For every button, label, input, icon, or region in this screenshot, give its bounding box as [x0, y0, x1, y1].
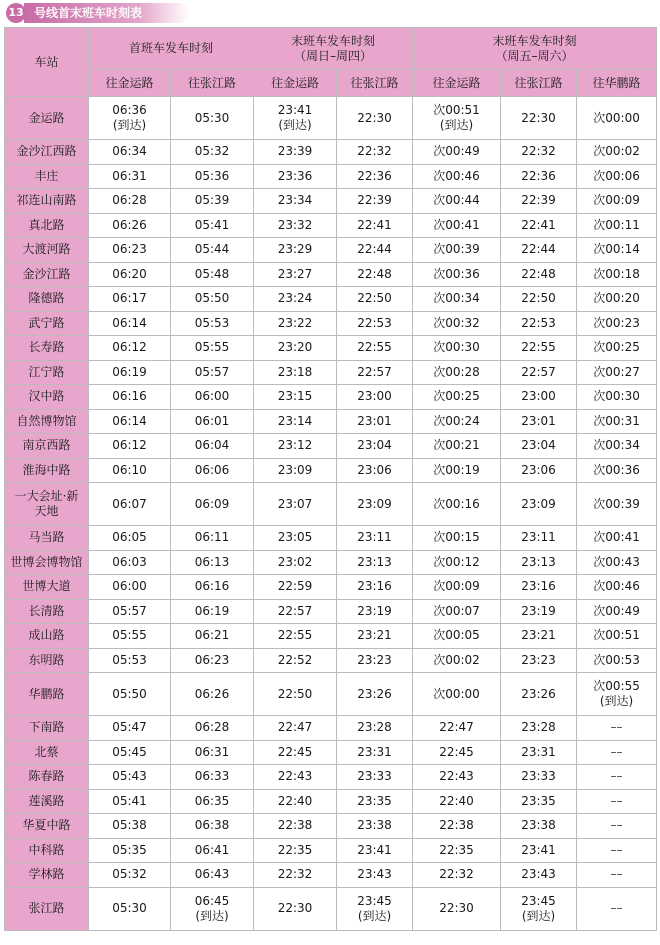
last-weekend-to-jinyun: 次00:51 (到达) — [413, 97, 501, 140]
last-weekend-to-huapeng: 次00:31 — [577, 409, 657, 434]
last-weekend-to-zhangjiang: 23:00 — [501, 385, 577, 410]
last-weekend-to-huapeng: 次00:11 — [577, 213, 657, 238]
last-weekday-to-jinyun: 23:29 — [254, 238, 337, 263]
first-to-zhangjiang: 06:23 — [171, 648, 254, 673]
last-weekend-to-zhangjiang: 23:19 — [501, 599, 577, 624]
last-weekend-to-huapeng: –– — [577, 814, 657, 839]
first-to-jinyun: 06:23 — [89, 238, 171, 263]
station-name: 张江路 — [5, 887, 89, 930]
last-weekend-to-zhangjiang: 23:31 — [501, 740, 577, 765]
last-weekday-to-zhangjiang: 23:38 — [337, 814, 413, 839]
last-weekday-to-zhangjiang: 23:26 — [337, 673, 413, 716]
last-weekend-to-huapeng: 次00:36 — [577, 458, 657, 483]
last-weekday-to-jinyun: 22:35 — [254, 838, 337, 863]
last-weekend-to-huapeng: 次00:41 — [577, 526, 657, 551]
first-to-jinyun: 06:34 — [89, 140, 171, 165]
last-weekday-to-zhangjiang: 23:43 — [337, 863, 413, 888]
last-weekend-to-zhangjiang: 23:45 (到达) — [501, 887, 577, 930]
last-weekday-to-jinyun: 23:14 — [254, 409, 337, 434]
first-to-zhangjiang: 06:33 — [171, 765, 254, 790]
last-weekday-to-jinyun: 22:50 — [254, 673, 337, 716]
last-weekend-to-jinyun: 22:32 — [413, 863, 501, 888]
station-name: 汉中路 — [5, 385, 89, 410]
last-weekend-to-zhangjiang: 22:44 — [501, 238, 577, 263]
first-to-jinyun: 05:50 — [89, 673, 171, 716]
station-name: 华夏中路 — [5, 814, 89, 839]
last-weekday-to-zhangjiang: 22:55 — [337, 336, 413, 361]
table-row — [5, 526, 657, 551]
last-weekend-to-huapeng: 次00:18 — [577, 262, 657, 287]
first-to-jinyun: 06:07 — [89, 483, 171, 526]
first-to-zhangjiang: 06:04 — [171, 434, 254, 459]
first-to-jinyun: 06:12 — [89, 336, 171, 361]
first-to-jinyun: 06:03 — [89, 550, 171, 575]
last-weekday-to-zhangjiang: 22:50 — [337, 287, 413, 312]
timetable — [4, 27, 657, 931]
last-weekday-to-jinyun: 23:39 — [254, 140, 337, 165]
last-weekend-to-huapeng: 次00:06 — [577, 164, 657, 189]
last-weekend-to-jinyun: 次00:46 — [413, 164, 501, 189]
last-weekend-to-zhangjiang: 23:28 — [501, 716, 577, 741]
last-weekday-to-jinyun: 23:36 — [254, 164, 337, 189]
last-weekend-to-zhangjiang: 23:21 — [501, 624, 577, 649]
station-name: 世博会博物馆 — [5, 550, 89, 575]
timetable-title: 号线首末班车时刻表 — [24, 3, 189, 23]
last-weekend-to-jinyun: 次00:07 — [413, 599, 501, 624]
last-weekday-to-jinyun: 23:02 — [254, 550, 337, 575]
last-weekend-to-jinyun: 次00:39 — [413, 238, 501, 263]
last-weekday-to-jinyun: 22:47 — [254, 716, 337, 741]
table-row — [5, 814, 657, 839]
station-name: 淮海中路 — [5, 458, 89, 483]
table-row — [5, 550, 657, 575]
last-weekend-to-huapeng: 次00:34 — [577, 434, 657, 459]
last-weekday-to-jinyun: 23:07 — [254, 483, 337, 526]
station-name: 世博大道 — [5, 575, 89, 600]
last-weekday-to-zhangjiang: 23:31 — [337, 740, 413, 765]
last-weekday-to-zhangjiang: 22:41 — [337, 213, 413, 238]
first-to-zhangjiang: 06:41 — [171, 838, 254, 863]
header-dir-zhangjiang: 往张江路 — [501, 70, 577, 97]
last-weekend-to-jinyun: 22:30 — [413, 887, 501, 930]
first-to-zhangjiang: 06:16 — [171, 575, 254, 600]
last-weekend-to-jinyun: 22:35 — [413, 838, 501, 863]
last-weekend-to-huapeng: 次00:53 — [577, 648, 657, 673]
last-weekday-to-jinyun: 22:38 — [254, 814, 337, 839]
first-to-zhangjiang: 06:19 — [171, 599, 254, 624]
last-weekday-to-zhangjiang: 22:36 — [337, 164, 413, 189]
last-weekday-to-zhangjiang: 22:48 — [337, 262, 413, 287]
last-weekday-to-zhangjiang: 23:00 — [337, 385, 413, 410]
first-to-jinyun: 06:19 — [89, 360, 171, 385]
first-to-zhangjiang: 05:32 — [171, 140, 254, 165]
last-weekend-to-zhangjiang: 23:33 — [501, 765, 577, 790]
first-to-jinyun: 06:31 — [89, 164, 171, 189]
station-name: 丰庄 — [5, 164, 89, 189]
station-name: 金沙江西路 — [5, 140, 89, 165]
last-weekend-to-zhangjiang: 22:36 — [501, 164, 577, 189]
table-row — [5, 409, 657, 434]
header-dir-jinyun: 往金运路 — [89, 70, 171, 97]
last-weekend-to-jinyun: 次00:32 — [413, 311, 501, 336]
table-row — [5, 287, 657, 312]
last-weekday-to-jinyun: 23:15 — [254, 385, 337, 410]
last-weekday-to-jinyun: 22:55 — [254, 624, 337, 649]
last-weekend-to-jinyun: 次00:34 — [413, 287, 501, 312]
last-weekend-to-zhangjiang: 23:06 — [501, 458, 577, 483]
first-to-zhangjiang: 06:01 — [171, 409, 254, 434]
first-to-zhangjiang: 05:44 — [171, 238, 254, 263]
header-first-train: 首班车发车时刻 — [89, 28, 254, 70]
last-weekday-to-jinyun: 23:22 — [254, 311, 337, 336]
header-dir-zhangjiang: 往张江路 — [171, 70, 254, 97]
table-row — [5, 311, 657, 336]
last-weekday-to-zhangjiang: 23:28 — [337, 716, 413, 741]
first-to-jinyun: 05:45 — [89, 740, 171, 765]
last-weekend-to-jinyun: 次00:36 — [413, 262, 501, 287]
last-weekend-to-zhangjiang: 22:30 — [501, 97, 577, 140]
last-weekend-to-huapeng: 次00:27 — [577, 360, 657, 385]
last-weekend-to-jinyun: 次00:21 — [413, 434, 501, 459]
header-dir-huapeng: 往华鹏路 — [577, 70, 657, 97]
last-weekend-to-jinyun: 22:45 — [413, 740, 501, 765]
last-weekend-to-huapeng: 次00:23 — [577, 311, 657, 336]
last-weekend-to-jinyun: 次00:15 — [413, 526, 501, 551]
last-weekend-to-jinyun: 次00:28 — [413, 360, 501, 385]
last-weekday-to-jinyun: 22:30 — [254, 887, 337, 930]
last-weekend-to-zhangjiang: 23:04 — [501, 434, 577, 459]
last-weekday-to-jinyun: 22:43 — [254, 765, 337, 790]
first-to-zhangjiang: 06:38 — [171, 814, 254, 839]
last-weekday-to-jinyun: 23:09 — [254, 458, 337, 483]
last-weekend-to-jinyun: 22:43 — [413, 765, 501, 790]
last-weekend-to-zhangjiang: 22:50 — [501, 287, 577, 312]
last-weekend-to-jinyun: 次00:41 — [413, 213, 501, 238]
last-weekday-to-jinyun: 22:45 — [254, 740, 337, 765]
line-number-badge: 13 — [6, 3, 26, 23]
station-name: 自然博物馆 — [5, 409, 89, 434]
last-weekend-to-zhangjiang: 23:35 — [501, 789, 577, 814]
station-name: 祁连山南路 — [5, 189, 89, 214]
first-to-jinyun: 05:30 — [89, 887, 171, 930]
last-weekend-to-huapeng: 次00:25 — [577, 336, 657, 361]
last-weekend-to-zhangjiang: 22:41 — [501, 213, 577, 238]
last-weekend-to-jinyun: 次00:02 — [413, 648, 501, 673]
header-last-train-fri-sat: 末班车发车时刻 （周五–周六） — [413, 28, 657, 70]
last-weekend-to-jinyun: 22:47 — [413, 716, 501, 741]
last-weekday-to-zhangjiang: 23:01 — [337, 409, 413, 434]
table-row — [5, 434, 657, 459]
timetable-body — [5, 97, 657, 931]
station-name: 真北路 — [5, 213, 89, 238]
last-weekday-to-zhangjiang: 22:57 — [337, 360, 413, 385]
last-weekend-to-zhangjiang: 22:57 — [501, 360, 577, 385]
last-weekday-to-jinyun: 22:40 — [254, 789, 337, 814]
last-weekend-to-jinyun: 次00:09 — [413, 575, 501, 600]
last-weekend-to-zhangjiang: 23:26 — [501, 673, 577, 716]
header-dir-zhangjiang: 往张江路 — [337, 70, 413, 97]
last-weekend-to-huapeng: 次00:55 (到达) — [577, 673, 657, 716]
table-row — [5, 789, 657, 814]
last-weekend-to-jinyun: 次00:05 — [413, 624, 501, 649]
last-weekday-to-jinyun: 22:59 — [254, 575, 337, 600]
table-row — [5, 740, 657, 765]
table-row — [5, 213, 657, 238]
last-weekend-to-huapeng: 次00:20 — [577, 287, 657, 312]
first-to-jinyun: 05:43 — [89, 765, 171, 790]
table-row — [5, 648, 657, 673]
first-to-jinyun: 06:05 — [89, 526, 171, 551]
last-weekday-to-zhangjiang: 23:33 — [337, 765, 413, 790]
table-row — [5, 765, 657, 790]
last-weekend-to-huapeng: 次00:51 — [577, 624, 657, 649]
first-to-zhangjiang: 05:57 — [171, 360, 254, 385]
table-row — [5, 458, 657, 483]
last-weekday-to-zhangjiang: 23:11 — [337, 526, 413, 551]
first-to-jinyun: 06:26 — [89, 213, 171, 238]
last-weekend-to-huapeng: 次00:30 — [577, 385, 657, 410]
last-weekday-to-jinyun: 22:32 — [254, 863, 337, 888]
first-to-zhangjiang: 06:06 — [171, 458, 254, 483]
last-weekend-to-zhangjiang: 23:01 — [501, 409, 577, 434]
station-name: 东明路 — [5, 648, 89, 673]
table-row — [5, 838, 657, 863]
table-row — [5, 624, 657, 649]
station-name: 北蔡 — [5, 740, 89, 765]
last-weekday-to-zhangjiang: 23:09 — [337, 483, 413, 526]
last-weekend-to-huapeng: –– — [577, 765, 657, 790]
last-weekday-to-zhangjiang: 23:19 — [337, 599, 413, 624]
last-weekday-to-zhangjiang: 23:21 — [337, 624, 413, 649]
last-weekend-to-zhangjiang: 23:23 — [501, 648, 577, 673]
last-weekend-to-huapeng: 次00:09 — [577, 189, 657, 214]
first-to-zhangjiang: 05:39 — [171, 189, 254, 214]
timetable-banner — [0, 0, 660, 26]
table-row — [5, 140, 657, 165]
last-weekend-to-huapeng: –– — [577, 838, 657, 863]
header-station: 车站 — [5, 28, 89, 97]
first-to-jinyun: 06:20 — [89, 262, 171, 287]
first-to-zhangjiang: 06:00 — [171, 385, 254, 410]
table-row — [5, 673, 657, 716]
table-row — [5, 716, 657, 741]
last-weekend-to-jinyun: 次00:24 — [413, 409, 501, 434]
station-name: 金运路 — [5, 97, 89, 140]
table-row — [5, 164, 657, 189]
last-weekend-to-jinyun: 次00:44 — [413, 189, 501, 214]
last-weekend-to-jinyun: 次00:00 — [413, 673, 501, 716]
first-to-jinyun: 06:14 — [89, 311, 171, 336]
last-weekend-to-huapeng: 次00:49 — [577, 599, 657, 624]
station-name: 隆德路 — [5, 287, 89, 312]
station-name: 马当路 — [5, 526, 89, 551]
last-weekend-to-jinyun: 次00:19 — [413, 458, 501, 483]
first-to-jinyun: 05:38 — [89, 814, 171, 839]
table-row — [5, 887, 657, 930]
last-weekend-to-huapeng: –– — [577, 863, 657, 888]
last-weekend-to-huapeng: –– — [577, 740, 657, 765]
first-to-jinyun: 05:35 — [89, 838, 171, 863]
first-to-zhangjiang: 06:13 — [171, 550, 254, 575]
last-weekend-to-huapeng: 次00:00 — [577, 97, 657, 140]
last-weekend-to-jinyun: 次00:49 — [413, 140, 501, 165]
station-name: 华鹏路 — [5, 673, 89, 716]
last-weekend-to-zhangjiang: 23:09 — [501, 483, 577, 526]
table-row — [5, 360, 657, 385]
last-weekend-to-huapeng: –– — [577, 789, 657, 814]
last-weekend-to-zhangjiang: 23:38 — [501, 814, 577, 839]
table-row — [5, 599, 657, 624]
last-weekend-to-zhangjiang: 22:32 — [501, 140, 577, 165]
last-weekday-to-jinyun: 23:24 — [254, 287, 337, 312]
last-weekday-to-jinyun: 23:20 — [254, 336, 337, 361]
last-weekday-to-zhangjiang: 23:45 (到达) — [337, 887, 413, 930]
first-to-zhangjiang: 06:21 — [171, 624, 254, 649]
first-to-zhangjiang: 05:53 — [171, 311, 254, 336]
last-weekday-to-jinyun: 22:52 — [254, 648, 337, 673]
last-weekend-to-jinyun: 22:38 — [413, 814, 501, 839]
last-weekend-to-jinyun: 次00:30 — [413, 336, 501, 361]
last-weekend-to-zhangjiang: 23:13 — [501, 550, 577, 575]
last-weekday-to-zhangjiang: 22:39 — [337, 189, 413, 214]
first-to-zhangjiang: 05:50 — [171, 287, 254, 312]
last-weekend-to-jinyun: 次00:16 — [413, 483, 501, 526]
last-weekday-to-zhangjiang: 23:06 — [337, 458, 413, 483]
first-to-zhangjiang: 06:26 — [171, 673, 254, 716]
station-name: 学林路 — [5, 863, 89, 888]
last-weekend-to-huapeng: 次00:14 — [577, 238, 657, 263]
last-weekday-to-jinyun: 22:57 — [254, 599, 337, 624]
first-to-zhangjiang: 05:55 — [171, 336, 254, 361]
first-to-jinyun: 06:16 — [89, 385, 171, 410]
first-to-zhangjiang: 05:48 — [171, 262, 254, 287]
first-to-zhangjiang: 06:45 (到达) — [171, 887, 254, 930]
last-weekday-to-zhangjiang: 23:16 — [337, 575, 413, 600]
first-to-zhangjiang: 06:43 — [171, 863, 254, 888]
table-row — [5, 262, 657, 287]
last-weekday-to-jinyun: 23:41 (到达) — [254, 97, 337, 140]
last-weekday-to-jinyun: 23:05 — [254, 526, 337, 551]
table-row — [5, 238, 657, 263]
first-to-jinyun: 05:32 — [89, 863, 171, 888]
header-last-train-sun-thu: 末班车发车时刻 （周日–周四） — [254, 28, 413, 70]
last-weekend-to-huapeng: 次00:46 — [577, 575, 657, 600]
station-name: 中科路 — [5, 838, 89, 863]
last-weekend-to-zhangjiang: 23:41 — [501, 838, 577, 863]
last-weekend-to-zhangjiang: 22:55 — [501, 336, 577, 361]
last-weekday-to-zhangjiang: 23:04 — [337, 434, 413, 459]
first-to-zhangjiang: 06:28 — [171, 716, 254, 741]
station-name: 长寿路 — [5, 336, 89, 361]
header-dir-jinyun: 往金运路 — [413, 70, 501, 97]
first-to-jinyun: 05:41 — [89, 789, 171, 814]
table-row — [5, 575, 657, 600]
station-name: 成山路 — [5, 624, 89, 649]
last-weekday-to-zhangjiang: 22:30 — [337, 97, 413, 140]
station-name: 南京西路 — [5, 434, 89, 459]
last-weekend-to-zhangjiang: 22:53 — [501, 311, 577, 336]
first-to-jinyun: 05:53 — [89, 648, 171, 673]
last-weekday-to-zhangjiang: 23:35 — [337, 789, 413, 814]
last-weekday-to-zhangjiang: 22:53 — [337, 311, 413, 336]
last-weekend-to-zhangjiang: 23:16 — [501, 575, 577, 600]
last-weekend-to-huapeng: –– — [577, 887, 657, 930]
station-name: 大渡河路 — [5, 238, 89, 263]
last-weekday-to-jinyun: 23:34 — [254, 189, 337, 214]
last-weekday-to-jinyun: 23:18 — [254, 360, 337, 385]
last-weekday-to-zhangjiang: 23:41 — [337, 838, 413, 863]
last-weekday-to-zhangjiang: 22:32 — [337, 140, 413, 165]
first-to-jinyun: 05:57 — [89, 599, 171, 624]
station-name: 一大会址·新 天地 — [5, 483, 89, 526]
table-row — [5, 863, 657, 888]
last-weekend-to-huapeng: 次00:43 — [577, 550, 657, 575]
last-weekend-to-jinyun: 22:40 — [413, 789, 501, 814]
first-to-jinyun: 06:17 — [89, 287, 171, 312]
last-weekday-to-zhangjiang: 22:44 — [337, 238, 413, 263]
last-weekend-to-huapeng: 次00:02 — [577, 140, 657, 165]
table-row — [5, 385, 657, 410]
last-weekend-to-huapeng: 次00:39 — [577, 483, 657, 526]
last-weekday-to-zhangjiang: 23:23 — [337, 648, 413, 673]
last-weekend-to-huapeng: –– — [577, 716, 657, 741]
last-weekend-to-zhangjiang: 22:48 — [501, 262, 577, 287]
last-weekday-to-jinyun: 23:27 — [254, 262, 337, 287]
table-row — [5, 97, 657, 140]
station-name: 长清路 — [5, 599, 89, 624]
header-dir-jinyun: 往金运路 — [254, 70, 337, 97]
station-name: 莲溪路 — [5, 789, 89, 814]
first-to-jinyun: 06:28 — [89, 189, 171, 214]
table-row — [5, 336, 657, 361]
station-name: 陈春路 — [5, 765, 89, 790]
first-to-zhangjiang: 05:30 — [171, 97, 254, 140]
last-weekend-to-zhangjiang: 23:11 — [501, 526, 577, 551]
first-to-jinyun: 06:14 — [89, 409, 171, 434]
first-to-zhangjiang: 06:35 — [171, 789, 254, 814]
last-weekday-to-jinyun: 23:32 — [254, 213, 337, 238]
first-to-zhangjiang: 05:41 — [171, 213, 254, 238]
first-to-zhangjiang: 06:09 — [171, 483, 254, 526]
first-to-jinyun: 05:55 — [89, 624, 171, 649]
last-weekend-to-jinyun: 次00:12 — [413, 550, 501, 575]
first-to-jinyun: 06:10 — [89, 458, 171, 483]
first-to-jinyun: 06:00 — [89, 575, 171, 600]
table-row — [5, 189, 657, 214]
table-row — [5, 483, 657, 526]
station-name: 下南路 — [5, 716, 89, 741]
last-weekday-to-zhangjiang: 23:13 — [337, 550, 413, 575]
first-to-zhangjiang: 06:31 — [171, 740, 254, 765]
first-to-jinyun: 05:47 — [89, 716, 171, 741]
last-weekend-to-zhangjiang: 22:39 — [501, 189, 577, 214]
first-to-zhangjiang: 05:36 — [171, 164, 254, 189]
station-name: 金沙江路 — [5, 262, 89, 287]
last-weekend-to-zhangjiang: 23:43 — [501, 863, 577, 888]
station-name: 江宁路 — [5, 360, 89, 385]
last-weekend-to-jinyun: 次00:25 — [413, 385, 501, 410]
first-to-jinyun: 06:36 (到达) — [89, 97, 171, 140]
last-weekday-to-jinyun: 23:12 — [254, 434, 337, 459]
first-to-jinyun: 06:12 — [89, 434, 171, 459]
first-to-zhangjiang: 06:11 — [171, 526, 254, 551]
station-name: 武宁路 — [5, 311, 89, 336]
